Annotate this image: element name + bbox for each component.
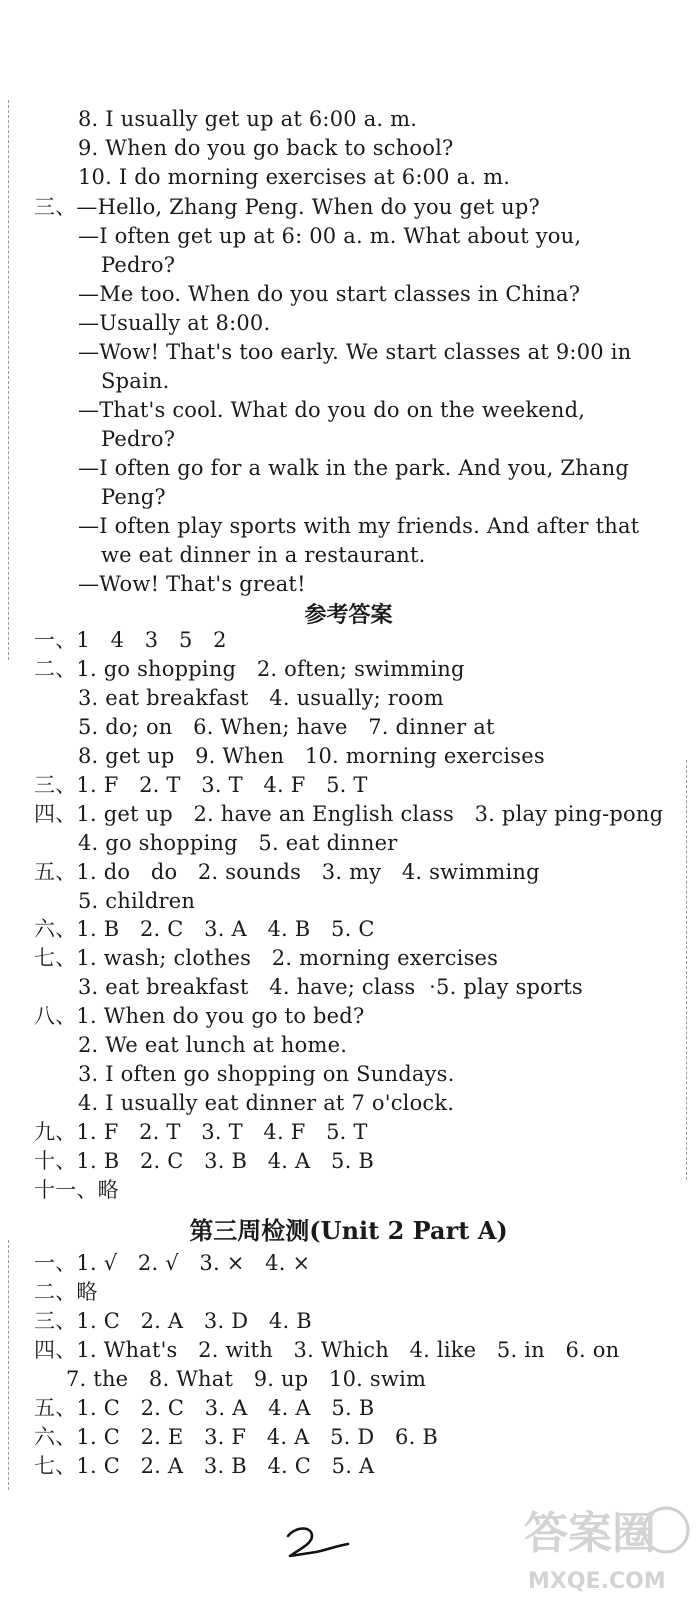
text-line: Pedro? [101, 427, 176, 451]
answer-line: 3. eat breakfast 4. usually; room [78, 686, 444, 710]
answer-line: 七、1. C 2. A 3. B 4. C 5. A [34, 1454, 375, 1478]
answer-line: 5. children [78, 889, 196, 913]
answer-line: 六、1. B 2. C 3. A 4. B 5. C [34, 917, 375, 941]
text-line: —That's cool. What do you do on the weekend, [78, 398, 586, 422]
handwritten-2-icon [282, 1522, 362, 1562]
answer-line: 四、1. get up 2. have an English class 3. play ping-pong [34, 802, 664, 826]
answer-line: 三、1. F 2. T 3. T 4. F 5. T [34, 773, 368, 797]
section-heading: 参考答案 [304, 602, 393, 628]
answer-line: 3. eat breakfast 4. have; class ·5. play sports [78, 975, 583, 999]
answer-line: 3. I often go shopping on Sundays. [78, 1062, 455, 1086]
answer-line: 8. get up 9. When 10. morning exercises [78, 744, 545, 768]
text-line: we eat dinner in a restaurant. [101, 543, 426, 567]
text-line: 10. I do morning exercises at 6:00 a. m. [78, 165, 511, 189]
page-number [282, 1522, 362, 1562]
text-line: —I often play sports with my friends. And after that [78, 514, 640, 538]
text-line: —I often get up at 6: 00 a. m. What about you, [78, 224, 582, 248]
text-line: 三、—Hello, Zhang Peng. When do you get up? [34, 195, 540, 219]
answer-line: 十、1. B 2. C 3. B 4. A 5. B [34, 1149, 374, 1173]
answer-line: 二、1. go shopping 2. often; swimming [34, 657, 465, 681]
answer-line: 4. I usually eat dinner at 7 o'clock. [78, 1091, 455, 1115]
answer-line: 九、1. F 2. T 3. T 4. F 5. T [34, 1120, 368, 1144]
text-line: —Wow! That's great! [78, 572, 306, 596]
right-dashed-margin [686, 760, 687, 1180]
answer-line: 八、1. When do you go to bed? [34, 1004, 365, 1028]
answer-line: 二、略 [34, 1280, 98, 1304]
text-line: —Usually at 8:00. [78, 311, 271, 335]
answer-line: 十一、略 [34, 1178, 119, 1202]
answer-line: 5. do; on 6. When; have 7. dinner at [78, 715, 495, 739]
watermark-logo [520, 1488, 690, 1596]
answer-line: 4. go shopping 5. eat dinner [78, 831, 398, 855]
left-dashed-margin-lower [8, 1240, 9, 1490]
left-dashed-margin [8, 100, 9, 660]
text-line: Spain. [101, 369, 170, 393]
answer-line: 一、1. √ 2. √ 3. × 4. × [34, 1251, 311, 1275]
answer-line: 五、1. C 2. C 3. A 4. A 5. B [34, 1396, 375, 1420]
text-line: Peng? [101, 485, 166, 509]
answer-line: 七、1. wash; clothes 2. morning exercises [34, 946, 499, 970]
week-test-heading: 第三周检测(Unit 2 Part A) [189, 1216, 508, 1245]
answer-line: 六、1. C 2. E 3. F 4. A 5. D 6. B [34, 1425, 439, 1449]
answer-line: 五、1. do do 2. sounds 3. my 4. swimming [34, 860, 540, 884]
svg-text:答案圈: 答案圈 [524, 1508, 656, 1559]
text-line: —I often go for a walk in the park. And you, Zhang [78, 456, 630, 480]
answer-line: 三、1. C 2. A 3. D 4. B [34, 1309, 312, 1333]
answer-line: 7. the 8. What 9. up 10. swim [66, 1367, 427, 1391]
text-line: —Me too. When do you start classes in China? [78, 282, 581, 306]
answer-line: 一、1 4 3 5 2 [34, 628, 227, 652]
text-line: 9. When do you go back to school? [78, 136, 454, 160]
answer-line: 2. We eat lunch at home. [78, 1033, 348, 1057]
text-line: —Wow! That's too early. We start classes at 9:00 in [78, 340, 632, 364]
text-line: 8. I usually get up at 6:00 a. m. [78, 107, 418, 131]
svg-text:MXQE.COM: MXQE.COM [528, 1569, 666, 1594]
text-line: Pedro? [101, 253, 176, 277]
answer-line: 四、1. What's 2. with 3. Which 4. like 5. in 6. on [34, 1338, 620, 1362]
